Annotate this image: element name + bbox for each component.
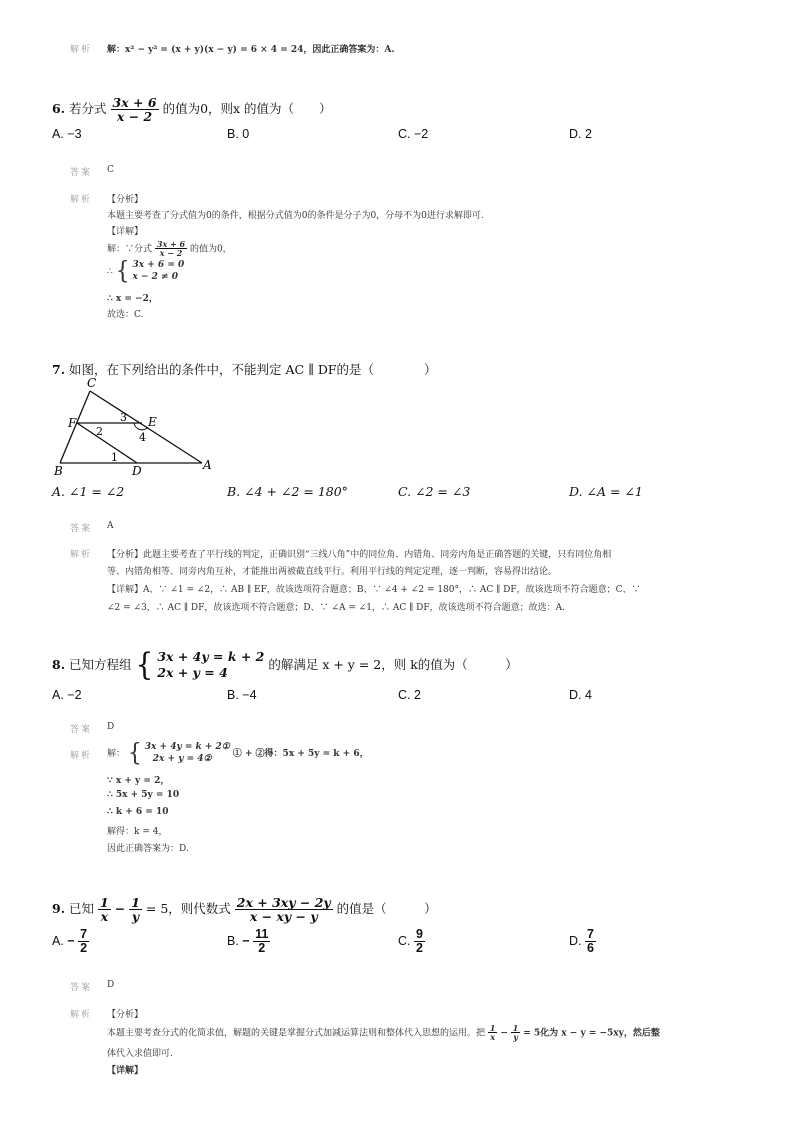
q8-option-c[interactable]: C. 2	[398, 688, 421, 702]
q6-system-eqs	[132, 260, 184, 283]
q8-option-a[interactable]: A. −2	[52, 688, 82, 702]
q9-prefix: 已知	[69, 901, 95, 917]
angle-3-label: 3	[120, 411, 127, 424]
q6-line-0: 【分析】	[107, 195, 144, 205]
q6-prefix: 若分式	[69, 101, 107, 117]
q6-therefore: ∴	[107, 267, 113, 278]
q8-option-d[interactable]: D. 4	[569, 688, 592, 702]
angle-2-label: 2	[96, 425, 103, 438]
segment-fd	[77, 423, 137, 463]
q6-frac-num: 3x + 6	[112, 95, 157, 110]
point-d: D	[132, 464, 142, 478]
q8-suffix: 的解满足 x + y = 2，则 k的值为（ ）	[268, 656, 518, 672]
q9-option-d[interactable]: D. $\frac{7}{6}$	[569, 927, 594, 956]
q7-line-1: 等、内错角相等、同旁内角互补，才能推出两被截直线平行。利用平行线的判定定理，逐一判断，容易得出结论。	[107, 567, 558, 577]
q7-geometry-figure	[50, 375, 220, 480]
q6-eq2: x − 2 ≠ 0	[132, 271, 178, 282]
q7-option-b[interactable]: B. ∠4 + ∠2 = 180°	[227, 484, 348, 499]
q8-work-eq2: 2x + y = 4②	[152, 753, 212, 764]
top-solution: 解：x² − y² = (x + y)(x − y) = 6 × 4 = 24，因此正确答案为：A.	[107, 45, 395, 55]
q9-option-b[interactable]: B. − $\frac{11}{2}$	[227, 927, 269, 956]
q8-work-eqs	[145, 742, 230, 765]
q7-number: 7.	[52, 362, 66, 377]
q8-stem	[52, 646, 518, 683]
q9-answer: D	[107, 980, 115, 990]
q8-line-3: 解得：k = 4，	[107, 827, 168, 837]
q6-inline-frac-den: x − 2	[159, 248, 183, 259]
angle-4-label: 4	[139, 431, 146, 444]
q9-frac-1x: $\frac{1}{x}$	[100, 895, 109, 925]
q8-answer: D	[107, 722, 115, 732]
q6-option-a[interactable]: A. −3	[52, 127, 82, 141]
q8-number: 8.	[52, 656, 66, 672]
q8-answer-label: 答案	[70, 725, 93, 735]
q8-work-eq1: 3x + 4y = k + 2①	[144, 742, 230, 752]
analysis-label: 解析	[70, 45, 93, 55]
q8-line-4: 因此正确答案为：D.	[107, 844, 189, 854]
q8-line-0: ∵ x + y = 2，	[107, 776, 170, 786]
point-f: F	[68, 416, 77, 430]
q8-system	[157, 649, 264, 682]
q8-line-2: ∴ k + 6 = 10	[107, 807, 169, 817]
q7-option-d[interactable]: D. ∠A = ∠1	[569, 484, 643, 499]
q9-number: 9.	[52, 901, 66, 917]
q6-eq1: 3x + 6 = 0	[132, 260, 185, 270]
q6-line-9: 故选：C.	[107, 310, 144, 320]
q7-text: 如图，在下列给出的条件中，不能判定 AC ∥ DF的是（ ）	[69, 362, 437, 377]
q7-line-3: ∠2 = ∠3，∴ AC ∥ DF，故该选项不符合题意；D、∵ ∠A = ∠1，∴ AC ∥ DF，故该选项不符合题意；故选：A.	[107, 603, 565, 613]
q7-option-a[interactable]: A. ∠1 = ∠2	[52, 484, 125, 499]
q8-work-brace: {	[127, 739, 142, 767]
q8-option-b[interactable]: B. −4	[227, 688, 257, 702]
q6-suffix: 的值为0，则x 的值为（ ）	[162, 101, 332, 117]
q6-option-b[interactable]: B. 0	[227, 127, 250, 141]
q9-line-2-text: = 5化为 x − y = −5xy，然后整	[523, 1028, 660, 1039]
q9-line-4: 【详解】	[107, 1066, 144, 1076]
q7-analysis-label: 解析	[70, 550, 93, 560]
q6-inline-frac-num: 3x + 6	[156, 239, 186, 249]
q6-frac-den: x − 2	[116, 109, 153, 125]
q9-frac-1y: $\frac{1}{y}$	[131, 895, 140, 925]
point-b: B	[54, 464, 63, 478]
q6-line-1: 本题主要考查了分式值为0的条件，根据分式值为0的条件是分子为0，分母不为0进行求解即可.	[107, 211, 484, 221]
q9-option-a[interactable]: A. − $\frac{7}{2}$	[52, 927, 88, 956]
q6-stem	[52, 96, 332, 123]
q9-analysis-label: 解析	[70, 1010, 93, 1020]
q6-system	[107, 257, 185, 285]
q6-fraction	[111, 96, 159, 123]
q9-line-1: 本题主要考查分式的化简求值，解题的关键是掌握分式加减运算法则和整体代入思想的运用。把 $\frac{1}{x}$ − $\frac{1}{y}$ = 5化为 x − y = −5xy，然后整	[107, 1023, 660, 1043]
q8-line-1: ∴ 5x + 5y = 10	[107, 790, 180, 800]
q8-work-tail: ① + ②得：5x + 5y = k + 6，	[232, 749, 369, 760]
q7-answer-label: 答案	[70, 524, 93, 534]
q8-brace: {	[135, 646, 154, 683]
q6-answer: C	[107, 165, 114, 175]
q9-big-den: x − xy − y	[249, 909, 318, 925]
q9-line-0: 【分析】	[107, 1010, 144, 1020]
q7-line-2: 【详解】A、∵ ∠1 = ∠2，∴ AB ∥ EF，故该选项符合题意；B、∵ ∠4 + ∠2 = 180°，∴ AC ∥ DF，故该选项不符合题意；C、∵	[107, 585, 641, 595]
q6-option-c[interactable]: C. −2	[398, 127, 429, 141]
point-a: A	[203, 458, 212, 472]
q7-option-c[interactable]: C. ∠2 = ∠3	[398, 484, 471, 499]
q9-line-1-text: 本题主要考查分式的化简求值，解题的关键是掌握分式加减运算法则和整体代入思想的运用。把	[107, 1028, 486, 1039]
q6-line-2: 【详解】	[107, 227, 144, 237]
q6-line-3	[107, 240, 232, 258]
q8-work-system: 解： { 3x + 4y = k + 2① 2x + y = 4② ① + ②得：5x + 5y = k + 6，	[107, 739, 369, 767]
q6-line-4-text: 的值为0，	[189, 244, 232, 255]
q6-number: 6.	[52, 101, 66, 117]
q6-line-3-text: 解：∵分式	[107, 244, 153, 255]
q8-eq2: 2x + y = 4	[157, 665, 228, 681]
q6-analysis-label: 解析	[70, 195, 93, 205]
point-c: C	[87, 376, 97, 390]
q9-suffix1: = 5，则代数式	[145, 901, 231, 917]
q9-line-3: 体代入求值即可.	[107, 1049, 173, 1059]
segment-ca	[90, 391, 202, 463]
q9-answer-label: 答案	[70, 983, 93, 993]
q9-option-c[interactable]: C. $\frac{9}{2}$	[398, 927, 423, 956]
q7-line-0: 【分析】此题主要考查了平行线的判定，正确识别“三线八角”中的同位角、内错角、同旁内角是正确答题的关键，只有同位角相	[107, 550, 612, 560]
q8-prefix: 已知方程组	[69, 656, 132, 672]
q9-big-num: 2x + 3xy − 2y	[236, 895, 331, 910]
q9-stem: 9. 已知 $\frac{1}{x}$ − $\frac{1}{y}$ = 5，则代数式 $\frac{2x + 3xy - 2y}{x - xy - y}$ 的值是（ ）	[52, 895, 437, 925]
point-e: E	[148, 415, 157, 429]
q6-answer-label: 答案	[70, 168, 93, 178]
q6-brace: {	[115, 257, 130, 285]
q6-line-8: ∴ x = −2，	[107, 294, 158, 304]
angle-1-label: 1	[111, 451, 118, 464]
q9-suffix2: 的值是（ ）	[336, 901, 437, 917]
q7-answer: A	[107, 521, 114, 531]
q9-big-fraction	[235, 896, 333, 923]
q6-inline-fraction	[155, 240, 187, 258]
q8-eq1: 3x + 4y = k + 2	[157, 649, 265, 664]
q8-analysis-label: 解析	[70, 751, 93, 761]
q6-option-d[interactable]: D. 2	[569, 127, 592, 141]
